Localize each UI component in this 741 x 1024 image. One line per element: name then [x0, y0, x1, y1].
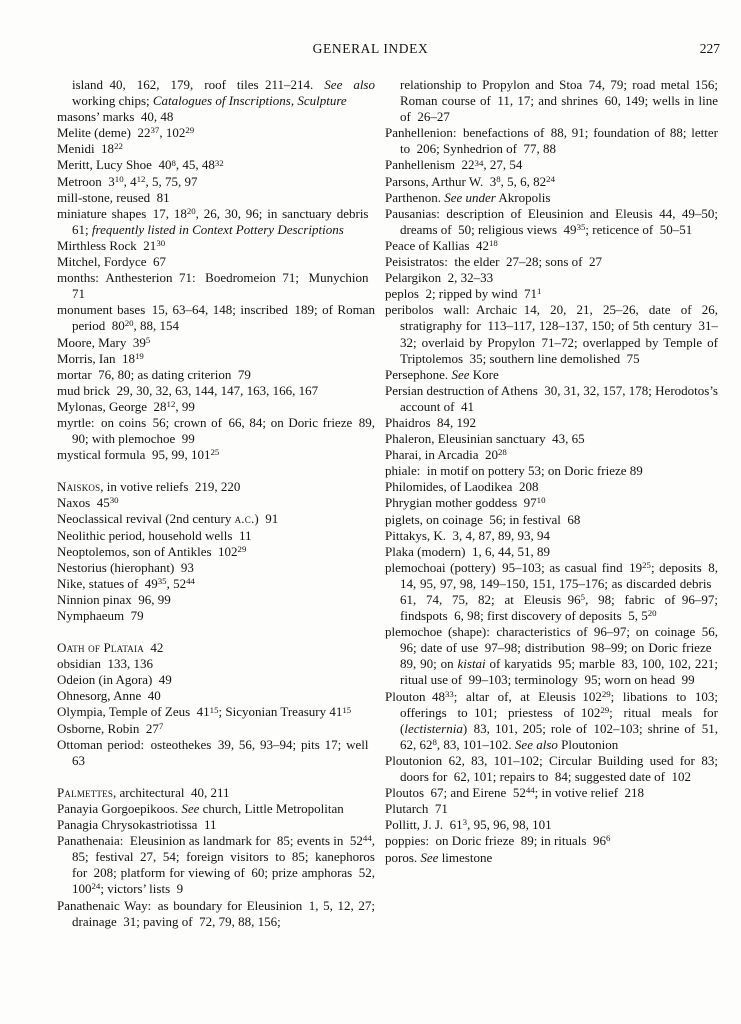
index-column-right — [385, 77, 718, 866]
index-entry: Ohnesorg, Anne 40 — [57, 688, 161, 704]
index-entry: Persephone. See Kore — [385, 366, 499, 382]
index-entry: relationship to Propylon and Stoa 74, 79; road metal 156; Roman course of 11, 17; and shrines 60, 149; wells in line of 26–27 — [400, 77, 718, 125]
index-entry: Morris, Ian $18^{19}$ — [57, 350, 144, 366]
index-entry: Persian destruction of Athens 30, 31, 32, 157, 178; Herodotos’s account of 41 — [385, 382, 718, 414]
index-entry: miniature shapes 17, $18^{20}$, 26, 30, 96; in sanctuary debris 61; frequently listed in Context Pottery Descriptions — [57, 205, 375, 237]
index-entry: peribolos wall: Archaic 14, 20, 21, 25–26, date of 26, stratigraphy for 113–117, 128–137, 150; of 5th century 31–32; overlaid by Propylon 71–72; overlapped by Temple of Triptolemos 35; southern line demolished 75 — [385, 302, 718, 366]
index-entry: Naiskos, in votive reliefs 219, 220 — [57, 479, 241, 495]
index-entry: masons’ marks 40, 48 — [57, 109, 174, 125]
index-column-left — [57, 77, 375, 930]
index-entry: Plaka (modern) 1, 6, 44, 51, 89 — [385, 543, 551, 559]
index-entry: poros. See limestone — [385, 849, 493, 865]
index-entry: Peisistratos: the elder 27–28; sons of 27 — [385, 254, 603, 270]
index-entry: poppies: on Doric frieze 89; in rituals $96^6$ — [385, 833, 611, 849]
index-entry: Panayia Gorgoepikoos. See church, Little Metropolitan — [57, 800, 344, 816]
index-entry: myrtle: on coins 56; crown of 66, 84; on Doric frieze 89, 90; with plemochoe 99 — [57, 414, 375, 447]
index-entry: Naxos $45^{30}$ — [57, 495, 119, 511]
index-entry: Plouton $48^{33}$; altar of, at Eleusis $102^{29}$; libations to 103; offerings to 101; priestess of $102^{29}$; ritual meals for (lectisternia) 83, 101, 205; role of 102–103; shrine of 51, 62, $62^8$, 83, 101–102. See also Ploutonion — [385, 688, 718, 752]
index-entry: phiale: in motif on pottery 53; on Doric frieze 89 — [385, 463, 643, 479]
index-entry: mud brick 29, 30, 32, 63, 144, 147, 163, 166, 167 — [57, 382, 319, 398]
index-entry: Nike, statues of $49^{35}$, $52^{44}$ — [57, 575, 195, 591]
index-entry: Panathenaia: Eleusinion as landmark for 85; events in $52^{44}$, 85; festival 27, 54; foreign visitors to 85; kanephoros for 208; platform for viewing of 60; prize amphoras 52, $100^{24}$; victors’ lists 9 — [57, 833, 375, 897]
index-entry: Olympia, Temple of Zeus $41^{15}$; Sicyonian Treasury $41^{15}$ — [57, 704, 352, 720]
index-entry: months: Anthesterion 71: Boedromeion 71; Munychion 71 — [57, 270, 375, 302]
index-entry: Panhellenism $22^{34}$, 27, 54 — [385, 157, 523, 173]
index-entry: Nestorius (hierophant) 93 — [57, 559, 194, 575]
index-entry: Nymphaeum 79 — [57, 608, 144, 623]
index-entry: Osborne, Robin $27^7$ — [57, 720, 164, 736]
index-entry: monument bases 15, 63–64, 148; inscribed 189; of Roman period $80^{20}$, 88, 154 — [57, 302, 375, 334]
index-entry: Mitchel, Fordyce 67 — [57, 254, 167, 270]
index-entry: Melite (deme) $22^{37}$, $102^{29}$ — [57, 125, 195, 141]
index-entry: Neoclassical revival (2nd century a.c.) 91 — [57, 511, 279, 527]
index-entry: obsidian 133, 136 — [57, 656, 154, 672]
index-entry: mortar 76, 80; as dating criterion 79 — [57, 366, 251, 382]
index-entry: Oath of Plataia 42 — [57, 640, 164, 656]
index-entry: plemochoe (shape): characteristics of 96–97; on coinage 56, 96; date of use 97–98; distribution 98–99; on Doric frieze 89, 90; on kistai of karyatids 95; marble 83, 100, 102, 221; ritual use of 99–103; terminology 95; worn on head 99 — [385, 624, 718, 688]
index-entry: Phrygian mother goddess $97^{10}$ — [385, 495, 546, 511]
index-entry: Ninnion pinax 96, 99 — [57, 591, 171, 607]
index-entry: Ploutos 67; and Eirene $52^{44}$; in votive relief 218 — [385, 785, 645, 801]
index-entry: island 40, 162, 179, roof tiles 211–214. See also working chips; Catalogues of Inscriptions, Sculpture — [72, 77, 375, 109]
index-entry: Parthenon. See under Akropolis — [385, 189, 551, 205]
index-entry: Plutarch 71 — [385, 801, 448, 817]
index-entry: Metroon $3^{10}$, $4^{12}$, 5, 75, 97 — [57, 173, 198, 189]
index-entry: Pittakys, K. 3, 4, 87, 89, 93, 94 — [385, 527, 551, 543]
index-entry: Panagia Chrysokastriotissa 11 — [57, 817, 217, 833]
index-entry: Pelargikon 2, 32–33 — [385, 270, 494, 286]
index-entry: Phaleron, Eleusinian sanctuary 43, 65 — [385, 431, 585, 447]
index-entry: Mylonas, George $28^{12}$, 99 — [57, 398, 195, 414]
index-entry: Pollitt, J. J. $61^3$, 95, 96, 98, 101 — [385, 817, 552, 833]
index-entry: Pausanias: description of Eleusinion and Eleusis 44, 49–50; dreams of 50; religious views $49^{35}$; reticence of 50–51 — [385, 205, 718, 237]
index-entry: Moore, Mary $39^5$ — [57, 334, 151, 350]
index-entry: Meritt, Lucy Shoe $40^8$, 45, $48^{32}$ — [57, 157, 224, 173]
index-entry: Phaidros 84, 192 — [385, 414, 476, 430]
index-entry: Philomides, of Laodikea 208 — [385, 479, 539, 495]
index-entry: piglets, on coinage 56; in festival 68 — [385, 511, 581, 527]
index-entry: Panhellenion: benefactions of 88, 91; foundation of 88; letter to 206; Synhedrion of 77, 88 — [385, 125, 718, 157]
page-number: 227 — [699, 41, 720, 56]
index-entry: peplos 2; ripped by wind $71^1$ — [385, 286, 542, 302]
index-entry: Odeion (in Agora) 49 — [57, 672, 172, 688]
index-entry: Parsons, Arthur W. $3^8$, 5, 6, $82^{24}$ — [385, 173, 555, 189]
index-entry: Neoptolemos, son of Antikles $102^{29}$ — [57, 543, 247, 559]
index-entry: Pharai, in Arcadia $20^{28}$ — [385, 447, 507, 463]
index-entry: mystical formula 95, 99, $101^{25}$ — [57, 447, 220, 463]
index-entry: Ottoman period: osteothekes 39, 56, 93–94; pits 17; well 63 — [57, 736, 375, 768]
index-entry: Mirthless Rock $21^{30}$ — [57, 237, 166, 253]
index-entry: plemochoai (pottery) 95–103; as casual find $19^{25}$; deposits 8, 14, 95, 97, 98, 149–150, 151, 175–176; as discarded debris 61, 74, 75, 82; at Eleusis $96^5$, 98; fabric of 96–97; findspots 6, 98; first discovery of deposits 5, $5^{20}$ — [385, 559, 718, 624]
index-entry: Neolithic period, household wells 11 — [57, 527, 252, 543]
index-entry: Ploutonion 62, 83, 101–102; Circular Building used for 83; doors for 62, 101; repairs to 84; suggested date of 102 — [385, 752, 718, 785]
index-entry: Menidi $18^{22}$ — [57, 141, 123, 157]
index-entry: Palmettes, architectural 40, 211 — [57, 784, 230, 800]
index-entry: Peace of Kallias $42^{18}$ — [385, 237, 498, 253]
page-title: GENERAL INDEX — [312, 41, 429, 56]
index-entry: mill-stone, reused 81 — [57, 189, 170, 205]
index-entry: Panathenaic Way: as boundary for Eleusinion 1, 5, 12, 27; drainage 31; paving of 72, 79, 88, 156; — [57, 897, 375, 929]
